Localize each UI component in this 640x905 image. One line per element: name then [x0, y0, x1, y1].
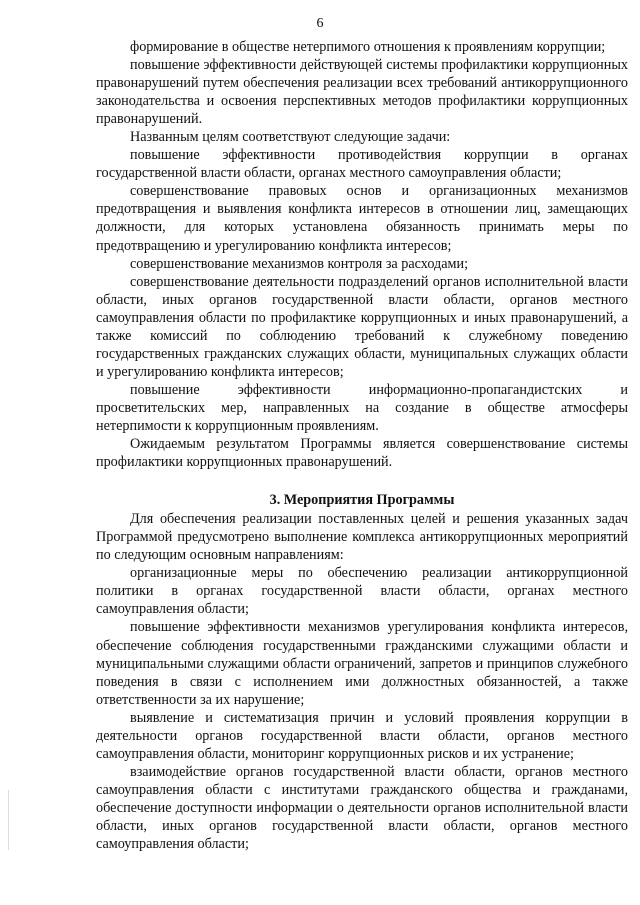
page-number: 6: [316, 16, 324, 31]
paragraph: повышение эффективности противодействия коррупции в органах государственной власти области, органах местного самоуправления области;: [96, 147, 628, 182]
paragraph: совершенствование правовых основ и организационных механизмов предотвращения и выявления конфликта интересов в отношении лиц, замещающих должности, для которых установлена обязанность принимать меры по предотвращению и урегулированию конфликта интересов;: [96, 183, 628, 254]
paragraph: Для обеспечения реализации поставленных целей и решения указанных задач Программой предусмотрено выполнение комплекса антикоррупционных мероприятий по следующим основным направлениям:: [96, 511, 628, 564]
paragraph: формирование в обществе нетерпимого отношения к проявлениям коррупции;: [130, 39, 606, 55]
paragraph: взаимодействие органов государственной власти области, органов местного самоуправления области с институтами гражданского общества и гражданами, обеспечение доступности информации о деятельности органов исполнительной власти области, иных органов государственной власти области, органов местного самоуправления области;: [96, 763, 628, 853]
paragraph: совершенствование деятельности подразделений органов исполнительной власти области, иных органов государственной власти области, органов местного самоуправления области по профилактике коррупционных и иных правонарушений, а также комиссий по соблюдению требований к служебному поведению государственных гражданских служащих области, муниципальных служащих области и урегулированию конфликта интересов;: [96, 273, 628, 380]
document-body: [96, 38, 628, 853]
paragraph: повышение эффективности информационно-пропагандистских и просветительских мер, направленных на создание в обществе атмосферы нетерпимости к коррупционным проявлениям.: [96, 381, 628, 434]
paragraph: Ожидаемым результатом Программы является совершенствование системы профилактики коррупционных правонарушений.: [96, 436, 628, 471]
paragraph: организационные меры по обеспечению реализации антикоррупционной политики в органах государственной власти области, органах местного самоуправления области;: [96, 565, 628, 618]
paragraph: повышение эффективности механизмов урегулирования конфликта интересов, обеспечение соблюдения государственными гражданскими служащими области и муниципальными служащими области ограничений, запретов и принципов служебного поведения в связи с исполнением ими должностных обязанностей, а также ответственности за их нарушение;: [96, 619, 628, 708]
paragraph: повышение эффективности действующей системы профилактики коррупционных правонарушений путем обеспечения реализации всех требований антикоррупционного законодательства и освоения перспективных методов профилактики коррупционных правонарушений.: [96, 57, 628, 128]
section-heading: 3. Мероприятия Программы: [269, 492, 455, 509]
paragraph: выявление и систематизация причин и условий проявления коррупции в деятельности органов государственной власти области, органов местного самоуправления области, мониторинг коррупционных рисков и их устранение;: [96, 709, 628, 762]
scan-margin-line: [8, 790, 9, 850]
paragraph: Названным целям соответствуют следующие задачи:: [130, 129, 451, 146]
paragraph: совершенствование механизмов контроля за расходами;: [130, 255, 469, 272]
